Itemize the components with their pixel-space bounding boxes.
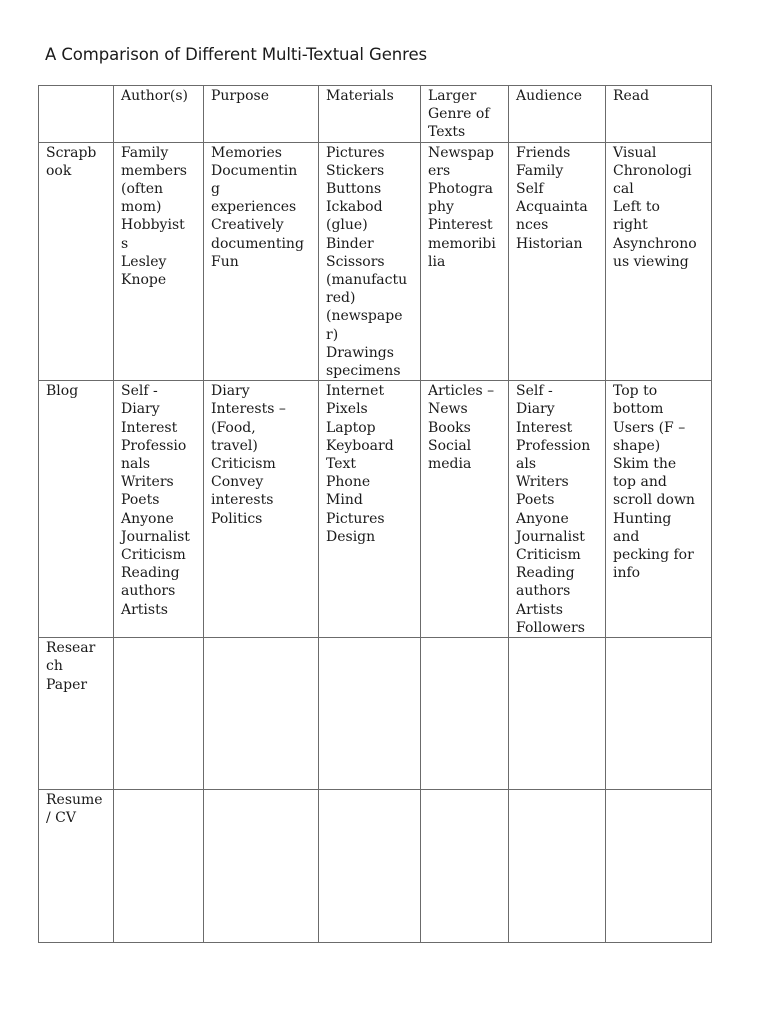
- cell-text-line: Journalist: [121, 528, 190, 545]
- cell-text-line: Larger: [428, 88, 477, 104]
- cell-text-line: authors: [516, 583, 571, 600]
- cell-text-line: scroll down: [613, 492, 695, 509]
- cell-text-line: Pinterest: [428, 217, 493, 234]
- cell-text-line: Anyone: [121, 510, 174, 527]
- cell-text-line: (glue): [326, 217, 368, 234]
- larger-genre-cell: [421, 142, 509, 381]
- cell-text-line: Audience: [516, 88, 582, 104]
- cell-text-line: Reading: [121, 565, 180, 582]
- cell-text-line: Scrapb: [46, 144, 97, 161]
- cell-text-line: Writers: [121, 474, 174, 491]
- cell-text-line: Knope: [121, 272, 167, 289]
- cell-text-line: Journalist: [516, 528, 585, 545]
- cell-text-line: Scissors: [326, 253, 385, 270]
- cell-text-line: Acquainta: [516, 199, 588, 216]
- purpose-cell: [204, 142, 319, 381]
- authors-cell: [114, 790, 204, 943]
- cell-text-line: phy: [428, 199, 454, 216]
- cell-text-line: red): [326, 290, 356, 307]
- cell-text-line: News: [428, 401, 468, 418]
- cell-text-line: Profession: [516, 437, 591, 454]
- genre-comparison-table: [38, 85, 712, 943]
- cell-text-line: Keyboard: [326, 437, 394, 454]
- cell-text-line: Users (F –: [613, 419, 686, 436]
- cell-text-line: cal: [613, 181, 634, 198]
- row-label-cell: [39, 790, 114, 943]
- cell-text-line: Family: [516, 162, 564, 179]
- cell-text-line: Memories: [211, 144, 282, 161]
- authors-cell: [114, 638, 204, 790]
- materials-cell: [319, 638, 421, 790]
- cell-text-line: Chronologi: [613, 162, 692, 179]
- row-label-cell: [39, 638, 114, 790]
- cell-text-line: Reading: [516, 565, 575, 582]
- cell-text-line: Followers: [516, 619, 585, 636]
- cell-text-line: Purpose: [211, 88, 269, 104]
- cell-text-line: Diary: [211, 383, 250, 400]
- materials-cell: [319, 142, 421, 381]
- cell-text-line: Top to: [613, 383, 658, 400]
- cell-text-line: Genre of: [428, 106, 490, 123]
- cell-text-line: Lesley: [121, 253, 167, 270]
- table-row-blog: [39, 381, 712, 638]
- cell-text-line: Left to: [613, 199, 660, 216]
- cell-text-line: Phone: [326, 474, 371, 491]
- cell-text-line: Interest: [516, 419, 573, 436]
- cell-text-line: Writers: [516, 474, 569, 491]
- cell-text-line: bottom: [613, 401, 664, 418]
- cell-text-line: Criticism: [516, 547, 581, 564]
- header-cell-audience: [509, 86, 606, 143]
- cell-text-line: Criticism: [211, 456, 276, 473]
- cell-text-line: s: [121, 235, 129, 252]
- cell-text-line: Poets: [121, 492, 160, 509]
- header-cell-corner: [39, 86, 114, 143]
- row-label-cell: [39, 381, 114, 638]
- cell-text-line: Diary: [121, 401, 160, 418]
- cell-text-line: Family: [121, 144, 169, 161]
- cell-text-line: (manufactu: [326, 272, 408, 289]
- cell-text-line: experiences: [211, 199, 297, 216]
- read-cell: [606, 142, 712, 381]
- audience-cell: [509, 790, 606, 943]
- cell-text-line: Interests –: [211, 401, 286, 418]
- cell-text-line: authors: [121, 583, 176, 600]
- cell-text-line: Laptop: [326, 419, 376, 436]
- cell-text-line: Social: [428, 437, 472, 454]
- cell-text-line: members: [121, 162, 187, 179]
- cell-text-line: nals: [121, 456, 151, 473]
- cell-text-line: Self -: [516, 383, 553, 400]
- cell-text-line: Hobbyist: [121, 217, 185, 234]
- cell-text-line: us viewing: [613, 253, 689, 270]
- cell-text-line: Criticism: [121, 547, 186, 564]
- cell-text-line: Professio: [121, 437, 187, 454]
- cell-text-line: Skim the: [613, 456, 677, 473]
- larger-genre-cell: [421, 638, 509, 790]
- cell-text-line: Newspap: [428, 144, 494, 161]
- audience-cell: [509, 381, 606, 638]
- header-cell-authors: [114, 86, 204, 143]
- cell-text-line: Mind: [326, 492, 363, 509]
- cell-text-line: Self -: [121, 383, 158, 400]
- cell-text-line: and: [613, 528, 640, 545]
- cell-text-line: Documentin: [211, 162, 298, 179]
- table-row-research-paper: [39, 638, 712, 790]
- cell-text-line: info: [613, 565, 641, 582]
- cell-text-line: Self: [516, 181, 544, 198]
- cell-text-line: Binder: [326, 235, 374, 252]
- cell-text-line: Pixels: [326, 401, 368, 418]
- table-header-row: [39, 86, 712, 143]
- cell-text-line: specimens: [326, 363, 401, 380]
- purpose-cell: [204, 790, 319, 943]
- cell-text-line: Resear: [46, 640, 96, 657]
- cell-text-line: Read: [613, 88, 650, 104]
- cell-text-line: Photogra: [428, 181, 493, 198]
- cell-text-line: shape): [613, 437, 661, 454]
- cell-text-line: ook: [46, 162, 72, 179]
- cell-text-line: top and: [613, 474, 667, 491]
- cell-text-line: Author(s): [121, 88, 188, 104]
- cell-text-line: r): [326, 326, 339, 343]
- cell-text-line: interests: [211, 492, 274, 509]
- header-cell-larger-genre: [421, 86, 509, 143]
- cell-text-line: Blog: [46, 383, 79, 400]
- authors-cell: [114, 381, 204, 638]
- purpose-cell: [204, 381, 319, 638]
- row-label-cell: [39, 142, 114, 381]
- header-cell-read: [606, 86, 712, 143]
- cell-text-line: Artists: [121, 601, 168, 618]
- cell-text-line: / CV: [46, 810, 76, 827]
- cell-text-line: g: [211, 181, 220, 198]
- cell-text-line: Hunting: [613, 510, 672, 527]
- cell-text-line: lia: [428, 253, 446, 270]
- cell-text-line: Articles –: [428, 383, 495, 400]
- cell-text-line: Asynchrono: [613, 235, 697, 252]
- header-cell-purpose: [204, 86, 319, 143]
- cell-text-line: pecking for: [613, 547, 694, 564]
- larger-genre-cell: [421, 790, 509, 943]
- cell-text-line: Resume: [46, 792, 103, 809]
- cell-text-line: (often: [121, 181, 163, 198]
- cell-text-line: ers: [428, 162, 451, 179]
- cell-text-line: Paper: [46, 676, 88, 693]
- cell-text-line: Interest: [121, 419, 178, 436]
- cell-text-line: Pictures: [326, 510, 385, 527]
- cell-text-line: Stickers: [326, 162, 385, 179]
- cell-text-line: Anyone: [516, 510, 569, 527]
- page-title: A Comparison of Different Multi-Textual Genres: [45, 45, 428, 64]
- cell-text-line: Politics: [211, 510, 263, 527]
- cell-text-line: Ickabod: [326, 199, 383, 216]
- cell-text-line: Text: [326, 456, 357, 473]
- cell-text-line: documenting: [211, 235, 304, 252]
- table-row-resume-cv: [39, 790, 712, 943]
- materials-cell: [319, 381, 421, 638]
- read-cell: [606, 790, 712, 943]
- cell-text-line: mom): [121, 199, 162, 216]
- audience-cell: [509, 142, 606, 381]
- cell-text-line: nces: [516, 217, 549, 234]
- cell-text-line: (Food,: [211, 419, 256, 436]
- cell-text-line: als: [516, 456, 537, 473]
- cell-text-line: Friends: [516, 144, 571, 161]
- audience-cell: [509, 638, 606, 790]
- cell-text-line: memoribi: [428, 235, 496, 252]
- cell-text-line: Texts: [428, 124, 466, 141]
- cell-text-line: travel): [211, 437, 258, 454]
- cell-text-line: Fun: [211, 253, 239, 270]
- cell-text-line: Materials: [326, 88, 394, 104]
- read-cell: [606, 381, 712, 638]
- header-cell-materials: [319, 86, 421, 143]
- cell-text-line: Diary: [516, 401, 555, 418]
- table-row-scrapbook: [39, 142, 712, 381]
- cell-text-line: Poets: [516, 492, 555, 509]
- cell-text-line: Drawings: [326, 344, 394, 361]
- cell-text-line: Artists: [516, 601, 563, 618]
- read-cell: [606, 638, 712, 790]
- cell-text-line: (newspape: [326, 308, 403, 325]
- cell-text-line: Buttons: [326, 181, 382, 198]
- cell-text-line: Internet: [326, 383, 385, 400]
- cell-text-line: Historian: [516, 235, 583, 252]
- cell-text-line: Visual: [613, 144, 657, 161]
- purpose-cell: [204, 638, 319, 790]
- cell-text-line: ch: [46, 658, 63, 675]
- materials-cell: [319, 790, 421, 943]
- cell-text-line: media: [428, 456, 472, 473]
- cell-text-line: right: [613, 217, 648, 234]
- authors-cell: [114, 142, 204, 381]
- larger-genre-cell: [421, 381, 509, 638]
- cell-text-line: Books: [428, 419, 471, 436]
- cell-text-line: Pictures: [326, 144, 385, 161]
- cell-text-line: Convey: [211, 474, 264, 491]
- cell-text-line: Creatively: [211, 217, 284, 234]
- cell-text-line: Design: [326, 528, 376, 545]
